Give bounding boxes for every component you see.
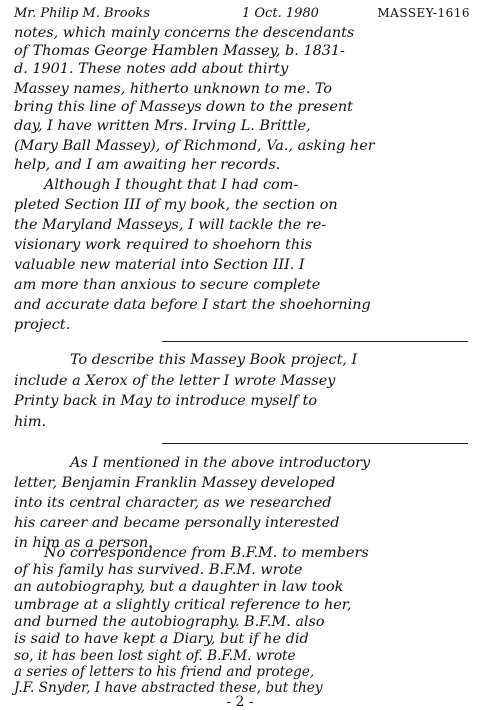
text-line: (Mary Ball Massey), of Richmond, Va., asking her xyxy=(14,138,375,154)
text-line: and burned the autobiography. B.F.M. also xyxy=(14,614,325,630)
text-line: d. 1901. These notes add about thirty xyxy=(14,61,289,77)
text-line: his career and became personally interested xyxy=(14,515,340,531)
page-reference: MASSEY-1616 xyxy=(377,6,470,20)
text-line: Massey names, hitherto unknown to me. To xyxy=(14,81,333,97)
page-number: - 2 - xyxy=(226,694,254,710)
text-line: of Thomas George Hamblen Massey, b. 1831- xyxy=(14,43,345,59)
text-line: As I mentioned in the above introductory xyxy=(70,455,371,471)
text-line: a series of letters to his friend and protege, xyxy=(14,664,315,680)
text-line: J.F. Snyder, I have abstracted these, but they xyxy=(14,680,323,696)
text-line: To describe this Massey Book project, I xyxy=(70,352,358,368)
text-line: day, I have written Mrs. Irving L. Brittle, xyxy=(14,118,311,134)
text-line: am more than anxious to secure complete xyxy=(14,277,321,293)
text-line: pleted Section III of my book, the section on xyxy=(14,197,338,213)
text-line: No correspondence from B.F.M. to members xyxy=(44,545,369,561)
letter-date: 1 Oct. 1980 xyxy=(242,6,319,21)
text-line: is said to have kept a Diary, but if he did xyxy=(14,631,309,647)
text-line: valuable new material into Section III. I xyxy=(14,257,305,273)
text-line: include a Xerox of the letter I wrote Massey xyxy=(14,373,336,389)
letter-header xyxy=(14,6,470,26)
text-line: umbrage at a slightly critical reference to her, xyxy=(14,597,352,613)
recipient-name: Mr. Philip M. Brooks xyxy=(14,6,150,21)
text-line: and accurate data before I start the shoehorning xyxy=(14,297,371,313)
text-line: so, it has been lost sight of. B.F.M. wrote xyxy=(14,648,296,664)
text-line: project. xyxy=(14,317,71,333)
text-line: Printy back in May to introduce myself to xyxy=(14,393,318,409)
text-line: of his family has survived. B.F.M. wrote xyxy=(14,562,303,578)
text-line: bring this line of Masseys down to the present xyxy=(14,99,353,115)
text-line: visionary work required to shoehorn this xyxy=(14,237,313,253)
section-divider xyxy=(162,341,468,342)
text-line: him. xyxy=(14,414,47,430)
text-line: into its central character, as we researched xyxy=(14,495,332,511)
text-line: letter, Benjamin Franklin Massey developed xyxy=(14,475,336,491)
text-line: in him as a person. xyxy=(14,535,153,551)
text-line: notes, which mainly concerns the descendants xyxy=(14,25,355,41)
text-line: help, and I am awaiting her records. xyxy=(14,157,281,173)
section-divider xyxy=(162,443,468,444)
text-line: Although I thought that I had com- xyxy=(44,177,299,193)
text-line: an autobiography, but a daughter in law took xyxy=(14,579,344,595)
text-line: the Maryland Masseys, I will tackle the re- xyxy=(14,217,327,233)
